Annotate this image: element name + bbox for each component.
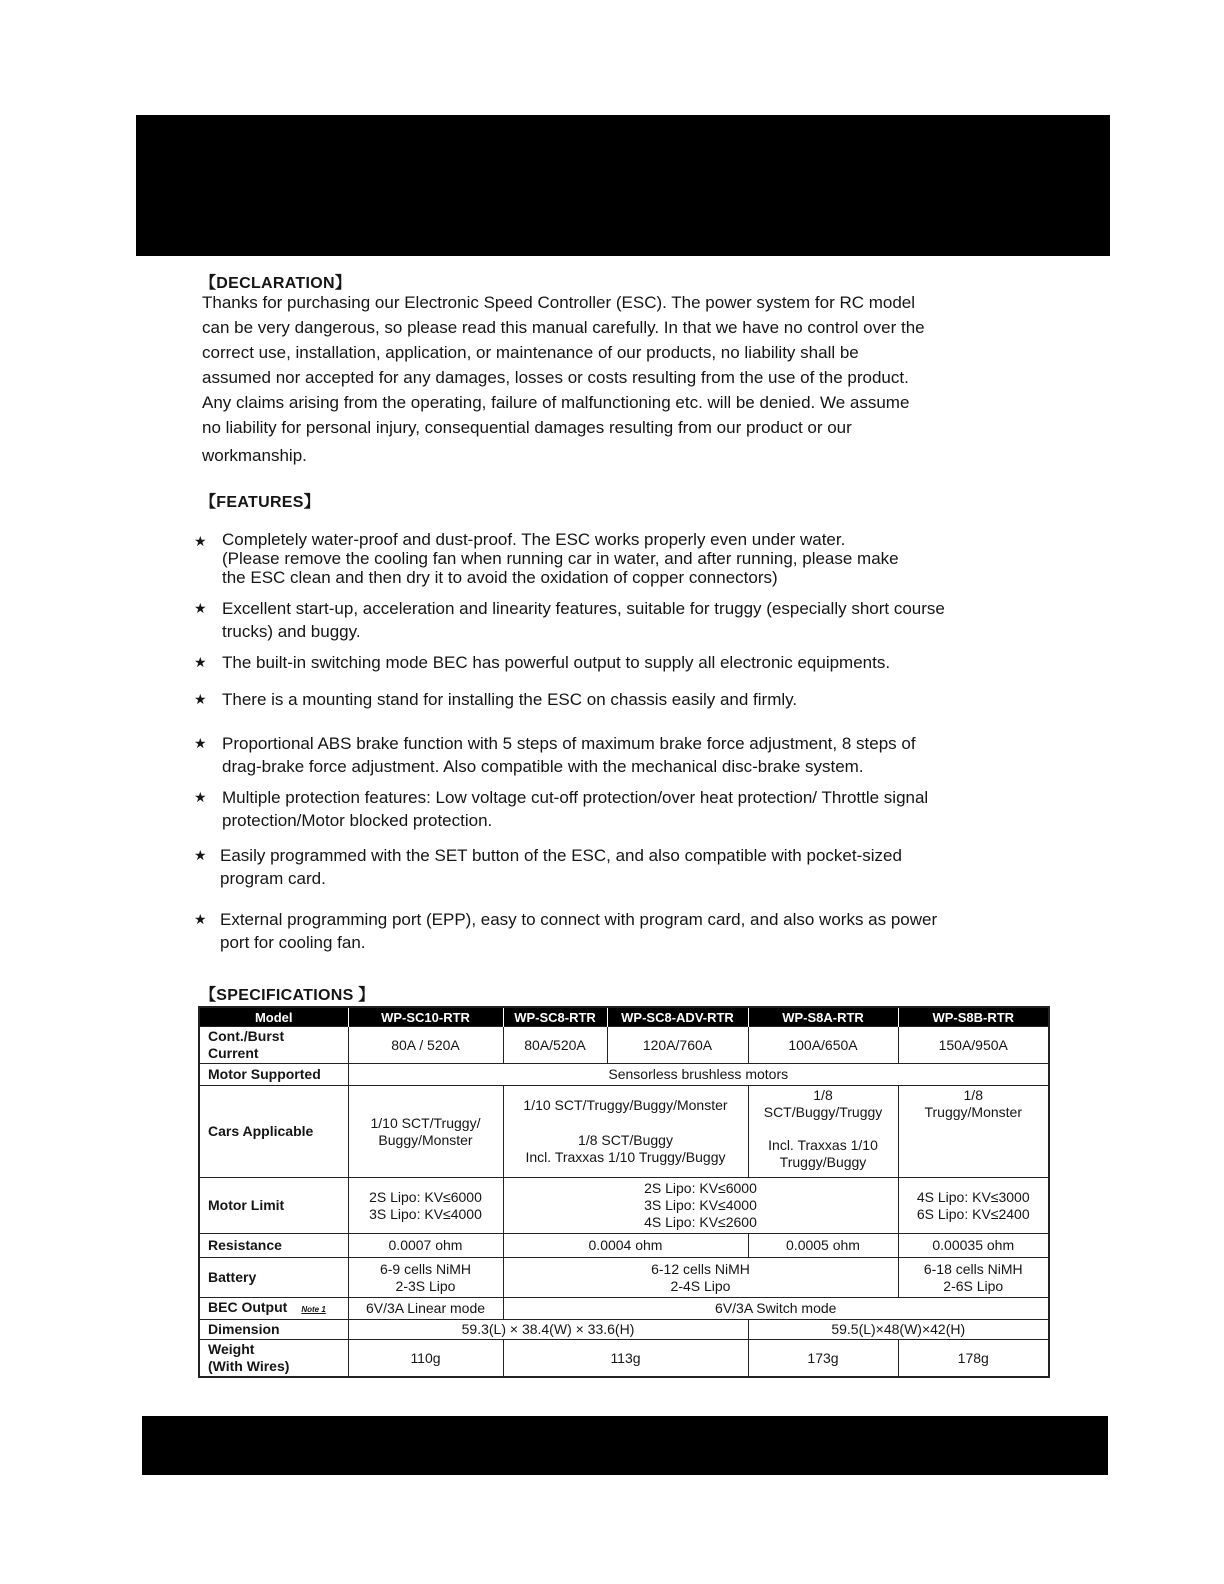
cell-line: 2S Lipo: KV≤6000 — [644, 1180, 757, 1196]
table-row — [199, 1234, 1049, 1258]
table-cell: 113g — [503, 1340, 748, 1378]
cell-line: Truggy/Buggy — [779, 1154, 867, 1170]
row-label — [199, 1298, 348, 1320]
star-icon: ★ — [194, 533, 207, 549]
cell-line: 2-4S Lipo — [670, 1277, 731, 1294]
table-cell: 178g — [898, 1340, 1049, 1378]
cell-line: 2-3S Lipo — [395, 1277, 456, 1294]
table-cell: 80A/520A — [503, 1027, 607, 1064]
cell-line: 1/10 SCT/Truggy/ — [370, 1114, 481, 1131]
header-bar — [136, 115, 1110, 256]
column-header: WP-S8A-RTR — [748, 1007, 898, 1027]
cell-line: 1/10 SCT/Truggy/Buggy/Monster — [523, 1097, 728, 1113]
table-cell — [503, 1178, 898, 1234]
feature-text: Excellent start-up, acceleration and linearity features, suitable for truggy (especially short course — [222, 599, 945, 618]
declaration-line: no liability for personal injury, consequential damages resulting from our product or our — [202, 418, 852, 437]
table-cell — [748, 1086, 898, 1178]
table-cell: 80A / 520A — [348, 1027, 503, 1064]
column-header: WP-S8B-RTR — [898, 1007, 1049, 1027]
table-cell: 0.0005 ohm — [748, 1234, 898, 1258]
cell-line: 1/8 — [963, 1087, 983, 1103]
feature-text: There is a mounting stand for installing the ESC on chassis easily and firmly. — [222, 690, 798, 709]
cell-line: 6-9 cells NiMH — [379, 1260, 471, 1277]
cell-line: 6-18 cells NiMH — [923, 1260, 1023, 1277]
table-cell: Sensorless brushless motors — [348, 1064, 1049, 1086]
specifications-table — [198, 1006, 1050, 1378]
cell-line: 1/8 SCT/Buggy — [578, 1132, 673, 1148]
star-icon: ★ — [194, 789, 207, 805]
table-cell: 6V/3A Switch mode — [503, 1298, 1049, 1320]
declaration-line: workmanship. — [202, 446, 307, 465]
table-cell: 100A/650A — [748, 1027, 898, 1064]
table-cell: 59.5(L)×48(W)×42(H) — [748, 1320, 1049, 1340]
row-label-line: Current — [208, 1045, 259, 1061]
cell-line: Truggy/Monster — [924, 1104, 1022, 1120]
row-label — [199, 1340, 348, 1378]
cell-line: 3S Lipo: KV≤4000 — [369, 1205, 482, 1222]
table-cell: 120A/760A — [607, 1027, 748, 1064]
table-row — [199, 1027, 1049, 1064]
cell-line: 6S Lipo: KV≤2400 — [916, 1205, 1030, 1222]
feature-text: Completely water-proof and dust-proof. The ESC works properly even under water. — [222, 530, 846, 549]
table-cell: 150A/950A — [898, 1027, 1049, 1064]
star-icon: ★ — [194, 654, 207, 670]
cell-line: 1/8 — [813, 1087, 833, 1103]
table-row — [199, 1086, 1049, 1178]
feature-text: External programming port (EPP), easy to connect with program card, and also works as power — [220, 910, 938, 929]
declaration-line: can be very dangerous, so please read this manual carefully. In that we have no control over the — [202, 318, 925, 337]
feature-text: The built-in switching mode BEC has powerful output to supply all electronic equipments. — [222, 653, 891, 672]
cell-line: 3S Lipo: KV≤4000 — [644, 1197, 757, 1213]
table-row — [199, 1178, 1049, 1234]
cell-line: 4S Lipo: KV≤3000 — [916, 1188, 1030, 1205]
column-header: WP-SC8-RTR — [503, 1007, 607, 1027]
row-label: Motor Supported — [199, 1064, 348, 1086]
table-row — [199, 1258, 1049, 1298]
cell-line: 4S Lipo: KV≤2600 — [644, 1214, 757, 1230]
table-cell — [898, 1258, 1049, 1298]
feature-text: (Please remove the cooling fan when running car in water, and after running, please make — [222, 549, 899, 568]
table-cell: 0.00035 ohm — [898, 1234, 1049, 1258]
row-label: Dimension — [199, 1320, 348, 1340]
declaration-heading: 【DECLARATION】 — [200, 275, 352, 292]
features-heading: 【FEATURES】 — [200, 494, 321, 511]
table-row — [199, 1340, 1049, 1378]
feature-text: Proportional ABS brake function with 5 steps of maximum brake force adjustment, 8 steps of — [222, 734, 916, 753]
feature-text: program card. — [220, 869, 326, 888]
cell-line: 2S Lipo: KV≤6000 — [369, 1188, 482, 1205]
cell-line: Incl. Traxxas 1/10 — [768, 1137, 878, 1153]
table-cell: 173g — [748, 1340, 898, 1378]
declaration-line: correct use, installation, application, or maintenance of our products, no liability shall be — [202, 343, 859, 362]
declaration-line: assumed nor accepted for any damages, losses or costs resulting from the use of the product. — [202, 368, 909, 387]
feature-text: port for cooling fan. — [220, 933, 366, 952]
table-cell — [348, 1086, 503, 1178]
table-row — [199, 1064, 1049, 1086]
row-label-line: Weight — [208, 1341, 255, 1357]
feature-text: the ESC clean and then dry it to avoid the oxidation of copper connectors) — [222, 568, 778, 587]
column-header: WP-SC8-ADV-RTR — [607, 1007, 748, 1027]
table-cell: 0.0004 ohm — [503, 1234, 748, 1258]
feature-text: Multiple protection features: Low voltage cut-off protection/over heat protection/ Throttle signal — [222, 788, 929, 807]
star-icon: ★ — [194, 735, 207, 751]
row-label-line: Cont./Burst — [208, 1028, 285, 1044]
table-cell — [348, 1258, 503, 1298]
cell-line: 6-12 cells NiMH — [651, 1260, 750, 1277]
declaration-line: Any claims arising from the operating, failure of malfunctioning etc. will be denied. We assume — [202, 393, 910, 412]
footer-bar — [142, 1416, 1108, 1475]
cell-line: 2-6S Lipo — [943, 1277, 1004, 1294]
table-row — [199, 1320, 1049, 1340]
table-cell — [503, 1086, 748, 1178]
row-label: Battery — [199, 1258, 348, 1298]
cell-line: Incl. Traxxas 1/10 Truggy/Buggy — [525, 1149, 726, 1165]
table-cell — [503, 1258, 898, 1298]
specifications-heading: 【SPECIFICATIONS 】 — [200, 987, 375, 1004]
feature-text: protection/Motor blocked protection. — [222, 811, 493, 830]
column-header: WP-SC10-RTR — [348, 1007, 503, 1027]
row-label: Resistance — [199, 1234, 348, 1258]
table-header-row — [199, 1007, 1049, 1027]
declaration-line: Thanks for purchasing our Electronic Speed Controller (ESC). The power system for RC model — [202, 293, 916, 312]
table-cell: 6V/3A Linear mode — [348, 1298, 503, 1320]
feature-text: trucks) and buggy. — [222, 622, 361, 641]
star-icon: ★ — [194, 911, 207, 927]
row-label: Cars Applicable — [199, 1086, 348, 1178]
feature-text: drag-brake force adjustment. Also compatible with the mechanical disc-brake system. — [222, 757, 864, 776]
table-cell — [348, 1178, 503, 1234]
row-label: Motor Limit — [199, 1178, 348, 1234]
table-cell — [898, 1086, 1049, 1178]
feature-text: Easily programmed with the SET button of the ESC, and also compatible with pocket-sized — [220, 846, 902, 865]
star-icon: ★ — [194, 691, 207, 707]
note-mark: Note 1 — [301, 1305, 326, 1314]
star-icon: ★ — [194, 600, 207, 616]
cell-line: Buggy/Monster — [378, 1131, 473, 1148]
column-header: Model — [199, 1007, 348, 1027]
table-row — [199, 1298, 1049, 1320]
declaration-text — [202, 290, 1032, 468]
cell-line: SCT/Buggy/Truggy — [763, 1104, 883, 1120]
table-cell: 110g — [348, 1340, 503, 1378]
table-cell — [898, 1178, 1049, 1234]
row-label-line: (With Wires) — [208, 1358, 290, 1374]
row-label-text: BEC Output — [208, 1299, 288, 1315]
star-icon: ★ — [194, 847, 207, 863]
table-cell: 0.0007 ohm — [348, 1234, 503, 1258]
row-label — [199, 1027, 348, 1064]
table-cell: 59.3(L) × 38.4(W) × 33.6(H) — [348, 1320, 748, 1340]
